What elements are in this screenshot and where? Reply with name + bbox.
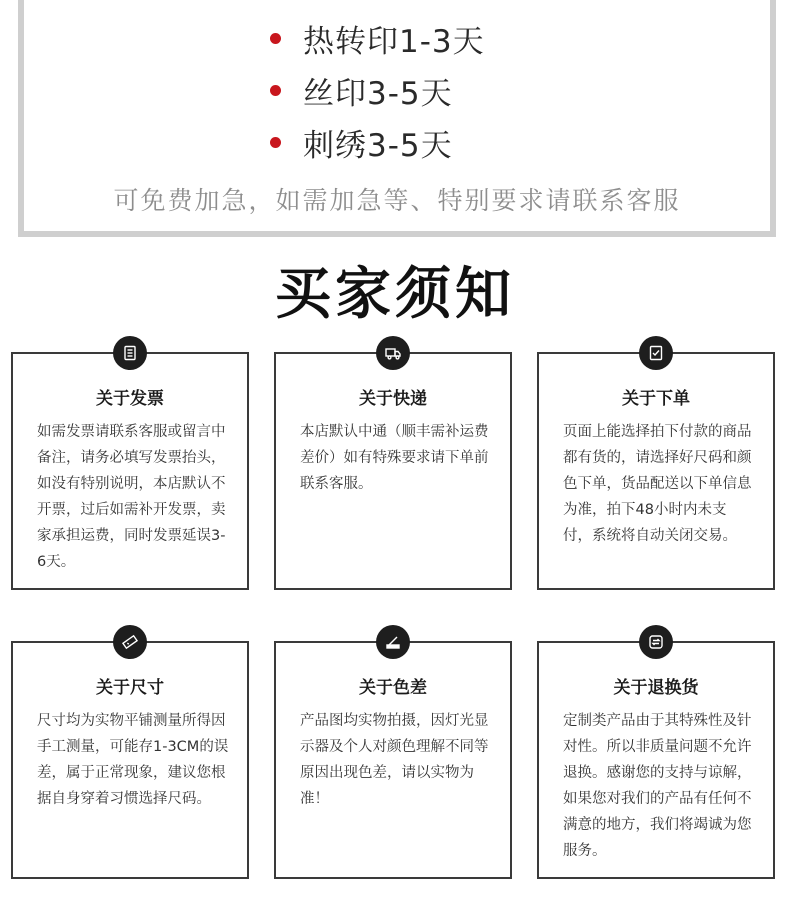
notice-card-delivery bbox=[274, 352, 512, 590]
notice-card-return bbox=[537, 641, 775, 879]
notice-card-order bbox=[537, 352, 775, 590]
card-title: 关于下单 bbox=[622, 389, 690, 409]
production-method-label: 丝印3-5天 bbox=[303, 75, 453, 112]
production-method-list bbox=[270, 12, 485, 168]
notice-card-invoice bbox=[11, 352, 249, 590]
notice-card-size bbox=[11, 641, 249, 879]
production-method-label: 刺绣3-5天 bbox=[303, 127, 453, 164]
card-body: 页面上能选择拍下付款的商品都有货的，请选择好尺码和颜色下单，货品配送以下单信息为准，拍下48小时内未支付，系统将自动关闭交易。 bbox=[563, 424, 752, 544]
buyer-notice-title: 买家须知 bbox=[275, 262, 515, 327]
production-method-label: 热转印1-3天 bbox=[303, 23, 485, 60]
bullet-dot bbox=[270, 85, 281, 96]
order-checklist-icon bbox=[639, 336, 673, 370]
production-method-item bbox=[270, 116, 485, 168]
production-time-panel bbox=[18, 0, 776, 237]
notice-card-color bbox=[274, 641, 512, 879]
production-method-item bbox=[270, 64, 485, 116]
card-title: 关于发票 bbox=[96, 389, 164, 409]
invoice-icon bbox=[113, 336, 147, 370]
rush-order-note: 可免费加急，如需加急等、特别要求请联系客服 bbox=[113, 186, 681, 215]
card-body: 如需发票请联系客服或留言中备注，请务必填写发票抬头，如没有特别说明，本店默认不开票，过后如需补开发票，卖家承担运费，同时发票延误3-6天。 bbox=[37, 424, 226, 570]
card-body: 产品图均实物拍摄，因灯光显示器及个人对颜色理解不同等原因出现色差，请以实物为准！ bbox=[300, 713, 489, 807]
card-title: 关于色差 bbox=[359, 678, 427, 698]
production-method-item bbox=[270, 12, 485, 64]
delivery-truck-icon bbox=[376, 336, 410, 370]
exchange-icon bbox=[639, 625, 673, 659]
ruler-icon bbox=[113, 625, 147, 659]
card-body: 尺寸均为实物平铺测量所得因手工测量，可能存1-3CM的误差，属于正常现象，建议您根据自身穿着习惯选择尺码。 bbox=[37, 713, 229, 807]
bullet-dot bbox=[270, 137, 281, 148]
card-title: 关于尺寸 bbox=[96, 678, 164, 698]
card-title: 关于快递 bbox=[359, 389, 427, 409]
card-body: 本店默认中通（顺丰需补运费差价）如有特殊要求请下单前联系客服。 bbox=[300, 424, 489, 492]
bullet-dot bbox=[270, 33, 281, 44]
card-body: 定制类产品由于其特殊性及针对性。所以非质量问题不允许退换。感谢您的支持与谅解，如果您对我们的产品有任何不满意的地方，我们将竭诚为您服务。 bbox=[563, 713, 752, 859]
card-title: 关于退换货 bbox=[613, 678, 699, 698]
color-palette-icon bbox=[376, 625, 410, 659]
